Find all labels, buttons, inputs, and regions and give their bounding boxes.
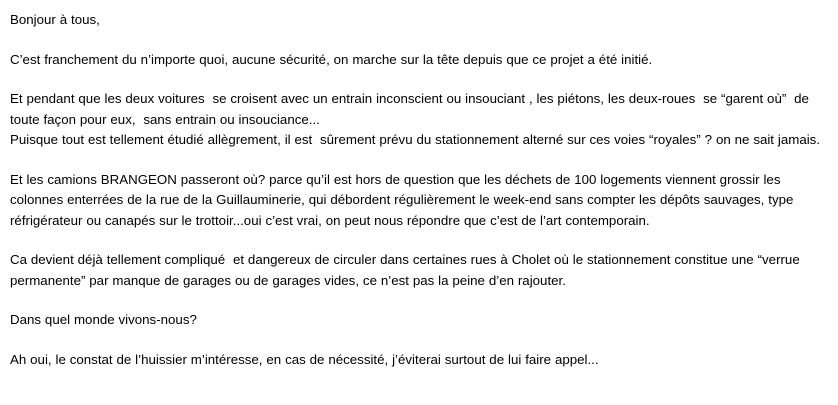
paragraph-opening-statement: C’est franchement du n’importe quoi, aucune sécurité, on marche sur la tête depuis que ce projet a été initié. — [10, 51, 653, 67]
paragraph-traffic: Et pendant que les deux voitures se croisent avec un entrain inconscient ou insouciant , les piétons, les deux-roues se “garent où” de toute façon pour eux, sans entrain ou insouciance... — [10, 91, 813, 127]
paragraph-closing: Ah oui, le constat de l’huissier m’intéresse, en cas de nécessité, j’éviterai surtout de lui faire appel... — [10, 351, 599, 367]
paragraph-complexity: Ca devient déjà tellement compliqué et dangereux de circuler dans certaines rues à Cholet où le stationnement constitue une “verrue permanente” par manque de garages ou de garages vides, ce n’est pas la peine d’en rajouter. — [10, 252, 804, 288]
paragraph-parking: Puisque tout est tellement étudié allègrement, il est sûrement prévu du stationnement alterné sur ces voies “royales” ? on ne sait jamais. — [10, 132, 821, 147]
paragraph-rhetorical-question: Dans quel monde vivons-nous? — [10, 312, 197, 327]
paragraph-trucks: Et les camions BRANGEON passeront où? parce qu’il est hors de question que les déchets de 100 logements viennent grossir les colonnes enterrées de la rue de la Guillauminerie, qui débordent régulièrement le week-end sans compter les dépôts sauvages, type réfrigérateur ou canapés sur le trottoir...oui c’est vrai, on peut nous répondre que c’est de l’art contemporain. — [10, 171, 798, 228]
paragraph-greeting: Bonjour à tous, — [10, 12, 100, 27]
